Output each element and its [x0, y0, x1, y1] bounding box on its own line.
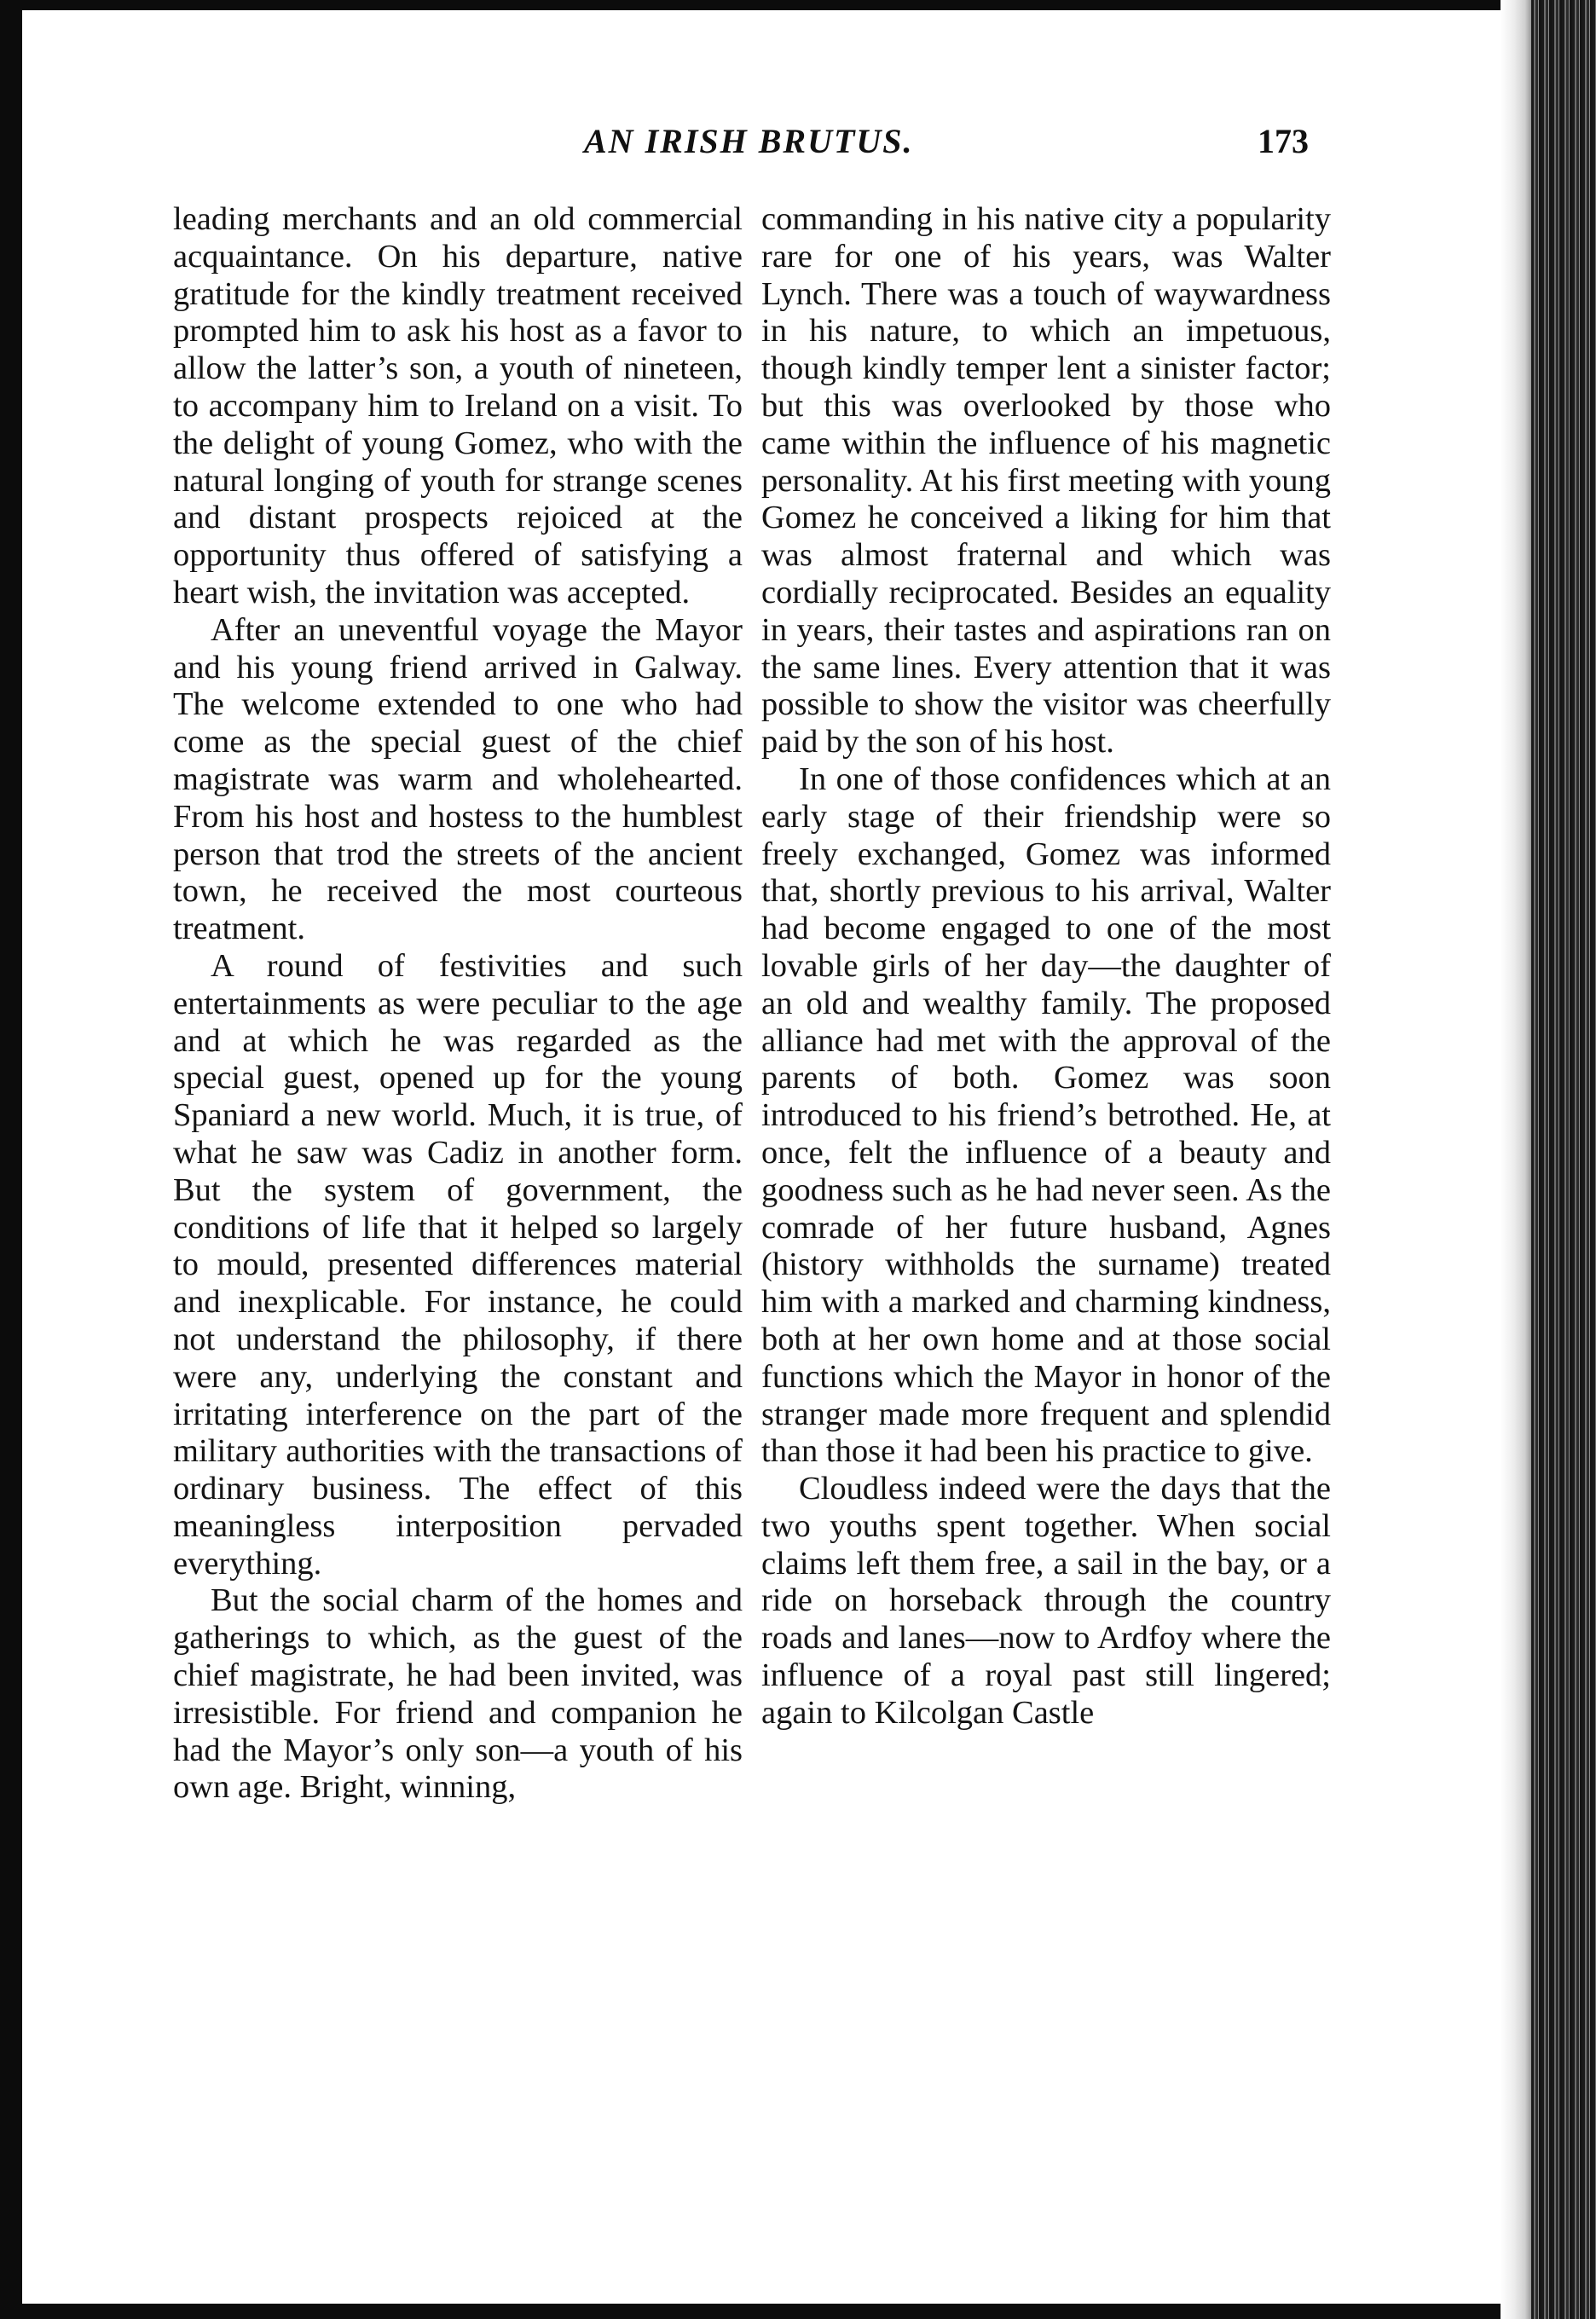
page-gutter-shadow [1501, 0, 1531, 2319]
book-fore-edge [1531, 0, 1596, 2319]
right-paragraph-3: Cloudless indeed were the days that the two youths spent together. When social claims left them free, a sail in the bay, or a ride on horseback through the country roads and lanes—now to Ardfoy where the influence of a royal past still lingered; again to Kilcolgan Castle [761, 1471, 1331, 1731]
left-column [173, 201, 743, 1807]
right-paragraph-1: commanding in his native city a popularity rare for one of his years, was Walter Lynch. There was a touch of waywardness in his nature, to which an impetuous, though kindly temper lent a sinister factor; but this was overlooked by those who came within the influence of his magnetic personality. At his first meeting with young Gomez he conceived a liking for him that was almost fraternal and which was cordially reciprocated. Besides an equality in years, their tastes and aspirations ran on the same lines. Every attention that it was possible to show the visitor was cheerfully paid by the son of his host. [761, 201, 1331, 760]
scan-bottom-border [0, 2304, 1596, 2319]
right-column [761, 201, 1331, 1732]
scan-left-border [0, 0, 22, 2319]
left-paragraph-3: A round of festivities and such entertainments as were peculiar to the age and at which he was regarded as the special guest, opened up for the young Spaniard a new world. Much, it is true, of what he saw was Cadiz in another form. But the system of government, the conditions of life that it helped so largely to mould, presented differences material and inexplicable. For instance, he could not understand the philosophy, if there were any, underlying the constant and irritating interference on the part of the military authorities with the transactions of ordinary business. The effect of this meaningless interposition pervaded everything. [173, 947, 743, 1582]
right-paragraph-2: In one of those confidences which at an early stage of their friendship were so freely exchanged, Gomez was informed that, shortly previous to his arrival, Walter had become engaged to one of the most lovable girls of her day—the daughter of an old and wealthy family. The proposed alliance had met with the approval of the parents of both. Gomez was soon introduced to his friend’s betrothed. He, at once, felt the influence of a beauty and goodness such as he had never seen. As the comrade of her future husband, Agnes (history withholds the surname) treated him with a marked and charming kindness, both at her own home and at those social functions which the Mayor in honor of the stranger made more frequent and splendid than those it had been his practice to give. [761, 760, 1331, 1470]
running-title: AN IRISH BRUTUS. [584, 122, 914, 160]
left-paragraph-1: leading merchants and an old commercial acquaintance. On his departure, native gratitude for the kindly treatment received prompted him to ask his host as a favor to allow the latter’s son, a youth of nineteen, to accompany him to Ireland on a visit. To the delight of young Gomez, who with the natural longing of youth for strange scenes and distant prospects rejoiced at the opportunity thus offered of satisfying a heart wish, the invitation was accepted. [173, 201, 743, 610]
left-paragraph-2: After an uneventful voyage the Mayor and his young friend arrived in Galway. The welcome extended to one who had come as the special guest of the chief magistrate was warm and wholehearted. From his host and hostess to the humblest person that trod the streets of the ancient town, he received the most courteous treatment. [173, 611, 743, 947]
left-paragraph-4: But the social charm of the homes and gatherings to which, as the guest of the chief magistrate, he had been invited, was irresistible. For friend and companion he had the Mayor’s only son—a youth of his own age. Bright, winning, [173, 1582, 743, 1806]
scan-top-border [0, 0, 1596, 10]
page-number: 173 [1258, 122, 1309, 160]
